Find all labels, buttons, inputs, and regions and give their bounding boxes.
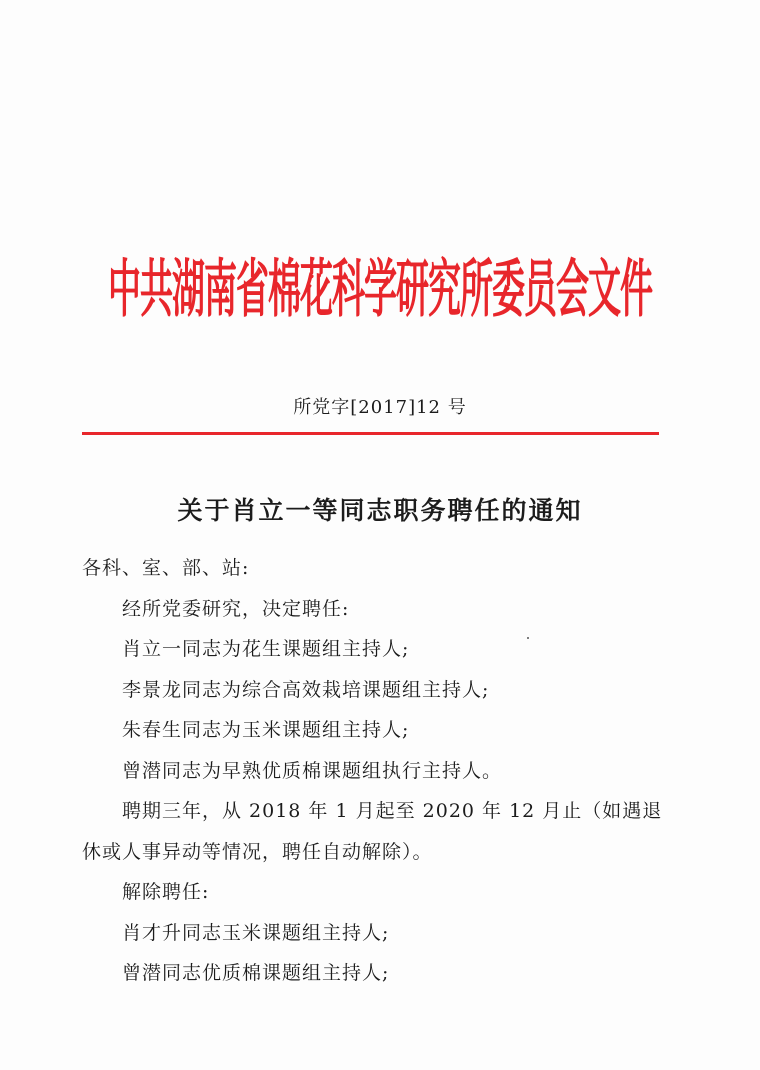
paragraph-dismissal: 肖才升同志玉米课题组主持人; — [122, 921, 390, 944]
notice-body — [82, 548, 672, 994]
red-divider-line — [82, 432, 659, 435]
paragraph-appointment: 朱春生同志为玉米课题组主持人; — [122, 719, 410, 741]
paragraph-appointment: 肖立一同志为花生课题组主持人; — [122, 638, 410, 660]
salutation: 各科、室、部、站: — [82, 557, 250, 579]
letterhead-title: 中共湖南省棉花科学研究所委员会文件 — [108, 251, 652, 326]
notice-title: 关于肖立一等同志职务聘任的通知 — [177, 496, 583, 525]
scan-speck — [527, 637, 529, 639]
paragraph-dismissal-heading: 解除聘任: — [122, 881, 210, 903]
paragraph-appointment: 李景龙同志为综合高效栽培课题组主持人; — [122, 678, 490, 701]
paragraph-decision: 经所党委研究，决定聘任: — [122, 597, 350, 620]
document-number: 所党字[2017]12 号 — [293, 397, 467, 418]
paragraph-term: 聘期三年，从 2018 年 1 月起至 2020 年 12 月止（如遇退休或人事异动等情况，聘任自动解除）。 — [82, 800, 663, 863]
paragraph-appointment: 曾潜同志为早熟优质棉课题组执行主持人。 — [122, 759, 503, 782]
paragraph-dismissal: 曾潜同志优质棉课题组主持人; — [122, 962, 390, 984]
